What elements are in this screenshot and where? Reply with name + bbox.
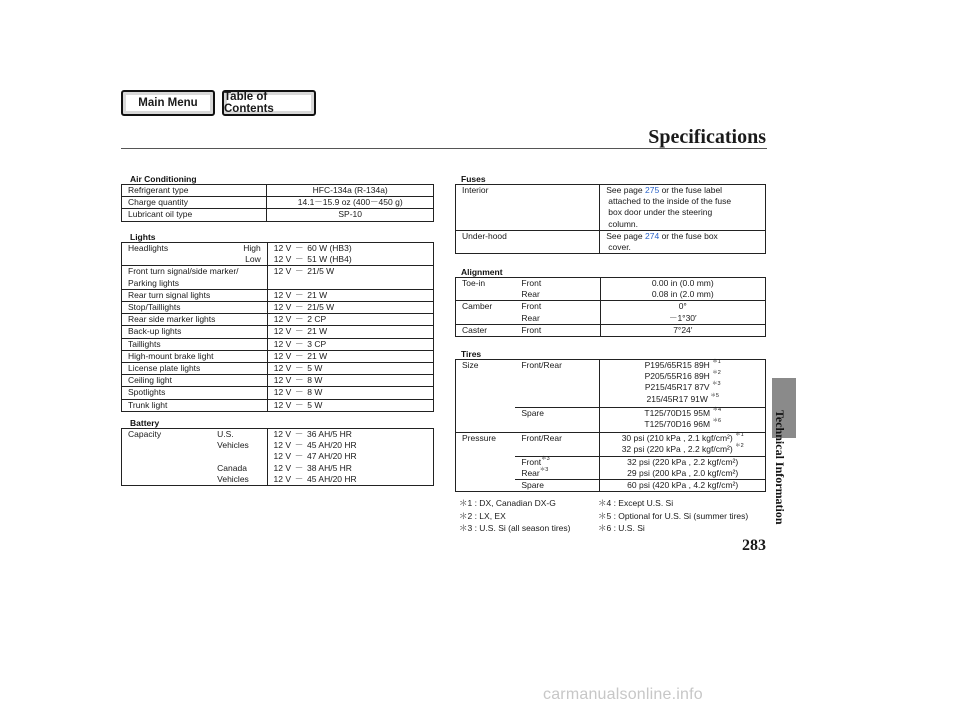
spec-value: HFC-134a (R-134a) bbox=[267, 185, 434, 197]
footnotes-left bbox=[459, 497, 570, 535]
spec-value: 32 psi (220 kPa , 2.2 kgf/cm²) bbox=[600, 456, 766, 468]
spec-value: 12 V － 5 W bbox=[267, 363, 433, 375]
table-row bbox=[456, 382, 766, 393]
table-row bbox=[456, 444, 766, 456]
spec-value: 0.00 in (0.0 mm) bbox=[600, 278, 765, 290]
spec-value: P205/55R16 89H $^{*2}$ bbox=[600, 371, 766, 382]
spec-label: Size bbox=[456, 360, 516, 372]
spec-value: 0° bbox=[600, 301, 765, 313]
spec-position: Spare bbox=[515, 480, 600, 492]
table-row bbox=[456, 324, 766, 336]
spec-label: Taillights bbox=[122, 338, 268, 350]
footnote: ＊5 : Optional for U.S. Si (summer tires) bbox=[598, 510, 749, 521]
table-row bbox=[122, 266, 434, 289]
spec-value: See page 274 or the fuse box cover. bbox=[600, 230, 766, 253]
spec-value: 215/45R17 91W $^{*5}$ bbox=[600, 394, 766, 408]
spec-value: P215/45R17 87V $^{*3}$ bbox=[600, 382, 766, 393]
table-row bbox=[122, 440, 434, 451]
spec-value: 0.08 in (2.0 mm) bbox=[600, 289, 765, 301]
spec-value: 12 V － 5 W bbox=[267, 399, 433, 411]
spec-label: Rear turn signal lights bbox=[122, 289, 268, 301]
table-row bbox=[122, 314, 434, 326]
fuses-heading: Fuses bbox=[461, 174, 486, 184]
spec-label: Charge quantity bbox=[122, 197, 267, 209]
table-row bbox=[122, 451, 434, 462]
page-number: 283 bbox=[742, 537, 766, 554]
spec-value: 12 V － 36 AH/5 HR bbox=[267, 429, 433, 441]
table-row bbox=[456, 185, 766, 231]
spec-label: Lubricant oil type bbox=[122, 209, 267, 221]
table-row bbox=[456, 468, 766, 480]
spec-position: Rear bbox=[521, 289, 540, 300]
spec-position: Front/Rear bbox=[515, 433, 600, 445]
page-title: Specifications bbox=[648, 126, 766, 148]
spec-value: 12 V － 21/5 W bbox=[267, 266, 433, 289]
spec-value: 12 V － 51 W (HB4) bbox=[267, 254, 433, 266]
page-link-275[interactable]: 275 bbox=[645, 185, 660, 195]
table-row bbox=[122, 254, 434, 266]
table-row bbox=[456, 278, 766, 290]
spec-position: Front$^{*3}$ bbox=[515, 456, 600, 468]
spec-value: 12 V － 45 AH/20 HR bbox=[267, 474, 433, 486]
table-row bbox=[456, 456, 766, 468]
spec-label: Spotlights bbox=[122, 387, 268, 399]
spec-position: Front/Rear bbox=[515, 360, 600, 372]
footnote: ＊6 : U.S. Si bbox=[598, 523, 645, 534]
spec-value: 12 V － 21 W bbox=[267, 289, 433, 301]
spec-label: Low bbox=[122, 254, 268, 266]
lights-heading: Lights bbox=[130, 232, 156, 242]
table-row bbox=[456, 433, 766, 445]
spec-label: Interior bbox=[456, 185, 600, 231]
spec-position: Front bbox=[515, 301, 600, 313]
spec-value: 7°24′ bbox=[600, 324, 765, 336]
battery-region: Vehicles bbox=[211, 474, 267, 486]
table-row bbox=[122, 399, 434, 411]
spec-label: Under-hood bbox=[456, 230, 600, 253]
table-row bbox=[122, 463, 434, 474]
table-row bbox=[122, 338, 434, 350]
battery-heading: Battery bbox=[130, 418, 160, 428]
spec-label: Camber bbox=[456, 301, 516, 313]
spec-value: T125/70D15 95M $^{*4}$ bbox=[600, 407, 766, 419]
spec-value: T125/70D16 96M $^{*6}$ bbox=[600, 419, 766, 433]
spec-value: 12 V － 60 W (HB3) bbox=[267, 243, 433, 255]
table-row bbox=[122, 429, 434, 441]
alignment-heading: Alignment bbox=[461, 267, 503, 277]
table-row bbox=[456, 230, 766, 253]
spec-value: 29 psi (200 kPa , 2.0 kgf/cm²) bbox=[600, 468, 766, 480]
section-tab-label: Technical Information bbox=[773, 410, 787, 525]
spec-value: See page 275 or the fuse label attached to the inside of the fuse box door under the steering column. bbox=[600, 185, 766, 231]
spec-value: 12 V － 21 W bbox=[267, 326, 433, 338]
table-of-contents-button[interactable]: Table of Contents bbox=[222, 90, 316, 116]
spec-value: 12 V － 21/5 W bbox=[267, 302, 433, 314]
spec-value: 12 V － 45 AH/20 HR bbox=[267, 440, 433, 451]
table-row bbox=[122, 363, 434, 375]
table-row bbox=[122, 474, 434, 486]
table-row bbox=[122, 302, 434, 314]
footnote: ＊1 : DX, Canadian DX-G bbox=[459, 498, 556, 508]
table-row bbox=[456, 313, 766, 325]
table-row bbox=[456, 419, 766, 433]
fuses-table bbox=[455, 184, 766, 254]
table-row bbox=[122, 326, 434, 338]
spec-label: Stop/Taillights bbox=[122, 302, 268, 314]
table-row bbox=[122, 387, 434, 399]
table-row bbox=[456, 394, 766, 408]
spec-value: 12 V － 8 W bbox=[267, 375, 433, 387]
spec-label: Ceiling light bbox=[122, 375, 268, 387]
table-row bbox=[122, 375, 434, 387]
spec-value: 12 V － 38 AH/5 HR bbox=[267, 463, 433, 474]
footnotes-right bbox=[598, 497, 748, 535]
spec-label: Headlights High bbox=[122, 243, 268, 255]
spec-value: 14.1－15.9 oz (400－450 g) bbox=[267, 197, 434, 209]
spec-label: Front turn signal/side marker/ Parking lights bbox=[122, 266, 268, 289]
spec-value: 32 psi (220 kPa , 2.2 kgf/cm²) $^{*2}$ bbox=[600, 444, 766, 456]
spec-value: 12 V － 2 CP bbox=[267, 314, 433, 326]
table-row bbox=[456, 480, 766, 492]
battery-table bbox=[121, 428, 434, 486]
spec-value: 12 V － 3 CP bbox=[267, 338, 433, 350]
spec-label: High-mount brake light bbox=[122, 350, 268, 362]
table-row bbox=[456, 301, 766, 313]
tires-heading: Tires bbox=[461, 349, 482, 359]
spec-label: Capacity bbox=[122, 429, 212, 441]
spec-value: 60 psi (420 kPa , 4.2 kgf/cm²) bbox=[600, 480, 766, 492]
spec-value: 12 V － 47 AH/20 HR bbox=[267, 451, 433, 462]
spec-position: Spare bbox=[515, 407, 600, 419]
table-row bbox=[122, 243, 434, 255]
tires-table bbox=[455, 359, 766, 492]
spec-label: License plate lights bbox=[122, 363, 268, 375]
table-row bbox=[122, 289, 434, 301]
alignment-table bbox=[455, 277, 766, 337]
page-link-274[interactable]: 274 bbox=[645, 230, 660, 241]
spec-position: Rear bbox=[521, 312, 540, 323]
footnote: ＊4 : Except U.S. Si bbox=[598, 498, 674, 508]
spec-label: Back-up lights bbox=[122, 326, 268, 338]
footnote: ＊2 : LX, EX bbox=[459, 510, 506, 521]
spec-value: 12 V － 8 W bbox=[267, 387, 433, 399]
table-row bbox=[456, 289, 766, 301]
spec-label: Rear side marker lights bbox=[122, 314, 268, 326]
table-row bbox=[122, 209, 434, 221]
spec-position: Front bbox=[515, 278, 600, 290]
footnote: ＊3 : U.S. Si (all season tires) bbox=[459, 523, 571, 534]
main-menu-button[interactable]: Main Menu bbox=[121, 90, 215, 116]
battery-region: Vehicles bbox=[217, 440, 249, 451]
watermark: carmanualsonline.info bbox=[543, 686, 703, 703]
spec-value: P195/65R15 89H $^{*1}$ bbox=[600, 360, 766, 372]
spec-value: －1°30′ bbox=[600, 313, 765, 325]
spec-position: Front bbox=[515, 324, 600, 336]
spec-label: Trunk light bbox=[122, 399, 268, 411]
battery-region: U.S. bbox=[211, 429, 267, 441]
table-row bbox=[122, 197, 434, 209]
table-row bbox=[122, 185, 434, 197]
air-conditioning-heading: Air Conditioning bbox=[130, 174, 197, 184]
spec-label: Pressure bbox=[456, 433, 516, 445]
air-conditioning-table bbox=[121, 184, 434, 222]
spec-value: SP-10 bbox=[267, 209, 434, 221]
spec-label: Caster bbox=[456, 324, 516, 336]
spec-value: 12 V － 21 W bbox=[267, 350, 433, 362]
battery-region: Canada bbox=[217, 462, 247, 473]
lights-table bbox=[121, 242, 434, 412]
title-rule bbox=[121, 148, 767, 149]
spec-label: Refrigerant type bbox=[122, 185, 267, 197]
spec-label: Toe-in bbox=[456, 278, 516, 290]
spec-value: 30 psi (210 kPa , 2.1 kgf/cm²) $^{*1}$ bbox=[600, 433, 766, 445]
spec-position: Rear$^{*3}$ bbox=[521, 466, 549, 478]
table-row bbox=[122, 350, 434, 362]
